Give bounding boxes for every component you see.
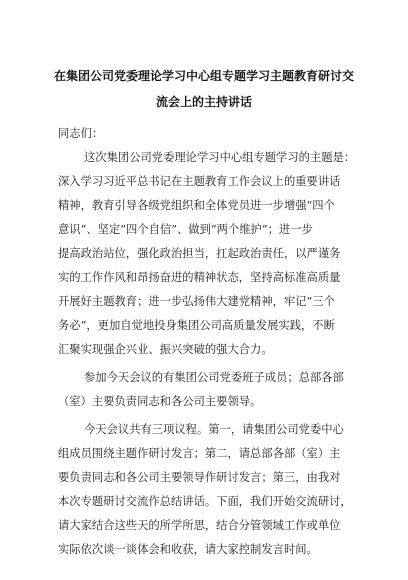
paragraph-3-line: 组成员围绕主题作研讨发言；第二，请总部各部（室）主 [58,447,341,460]
paragraph-2-line: 参加今天会议的有集团公司党委班子成员；总部各部 [84,371,344,384]
paragraph-1-line: 深入学习习近平总书记在主题教育工作会议上的重要讲话 [58,175,341,188]
paragraph-2-line: （室）主要负责同志和各公司主要领导。 [58,395,262,408]
paragraph-3-line: 要负责同志和各公司主要领导作研讨发言；第三，由我对 [58,471,341,484]
paragraph-3-line: 本次专题研讨交流作总结讲话。下面，我们开始交流研讨， [58,495,352,508]
paragraph-1-line: 实的工作作风和昂扬奋进的精神状态，坚持高标准高质量 [58,271,341,284]
paragraph-3-line: 今天会议共有三项议程。第一，请集团公司党委中心 [84,423,344,436]
paragraph-3-line: 请大家结合这些天的所学所思，结合分管领域工作或单位 [58,519,341,532]
paragraph-1-line: 这次集团公司党委理论学习中心组专题学习的主题是： [84,151,356,164]
paragraph-1-line: 汇聚实现强企兴业、振兴突破的强大合力。 [58,343,273,356]
paragraph-1-line: 意识”、坚定“四个自信”、做到“两个维护”；进一步 [58,223,313,236]
paragraph-1-line: 精神，教育引导各级党组织和全体党员进一步增强“四个 [58,199,335,212]
paragraph-1-line: 提高政治站位，强化政治担当，扛起政治责任，以严谨务 [58,247,341,260]
document-title-line-1: 在集团公司党委理论学习中心组专题学习主题教育研讨交 [53,69,354,83]
document-title-line-2: 流会上的主持讲话 [155,95,252,109]
paragraph-1-line: 务必”，更加自觉地投身集团公司高质量发展实践，不断 [58,319,335,332]
salutation: 同志们： [58,127,104,140]
paragraph-1-line: 开展好主题教育；进一步弘扬伟大建党精神，牢记“三个 [58,295,335,308]
paragraph-3-line: 实际依次谈一谈体会和收获，请大家控制发言时间。 [58,543,318,556]
